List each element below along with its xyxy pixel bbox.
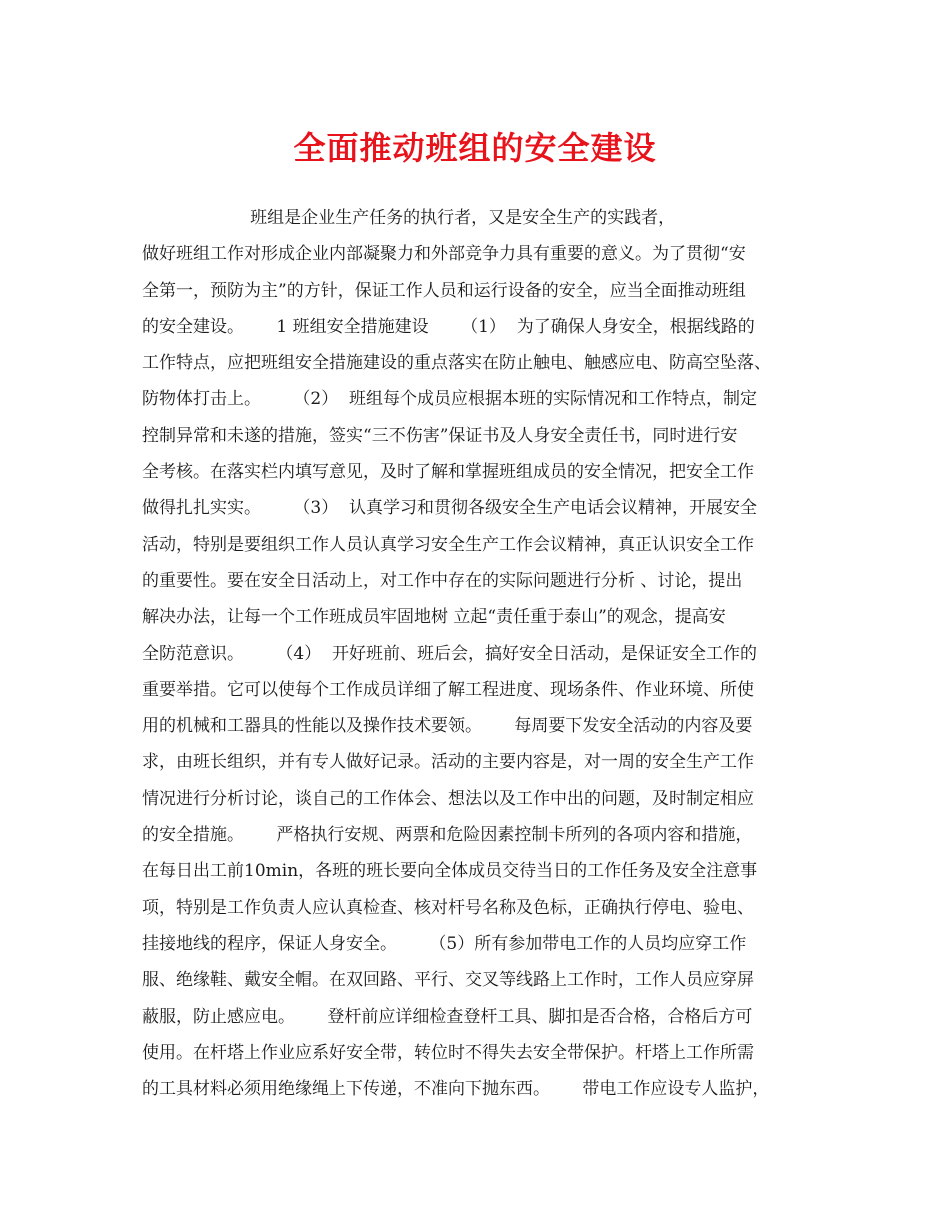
document-body	[142, 200, 822, 1107]
body-line: 蔽服，防止感应电。 登杆前应详细检查登杆工具、脚扣是否合格，合格后方可	[142, 1006, 753, 1027]
body-line: 服、绝缘鞋、戴安全帽。在双回路、平行、交叉等线路上工作时，工作人员应穿屏	[142, 970, 754, 991]
body-line: 解决办法，让每一个工作班成员牢固地树 立起“责任重于泰山”的观念，提高安	[142, 607, 726, 628]
document-title: 全面推动班组的安全建设	[293, 129, 657, 167]
body-line: 情况进行分析讨论，谈自己的工作体会、想法以及工作中出的问题，及时制定相应	[142, 788, 754, 809]
body-line: 的工具材料必须用绝缘绳上下传递，不准向下抛东西。 带电工作应设专人监护，	[142, 1079, 770, 1100]
body-line: 重要举措。它可以使每个工作成员详细了解工程进度、现场条件、作业环境、所使	[142, 679, 754, 700]
body-line: 挂接地线的程序，保证人身安全。 （5）所有参加带电工作的人员均应穿工作	[142, 933, 747, 954]
body-line: 的安全建设。 1 班组安全措施建设 （1） 为了确保人身安全，根据线路的	[142, 316, 755, 337]
body-line: 用的机械和工器具的性能以及操作技术要领。 每周要下发安全活动的内容及要	[142, 716, 753, 737]
body-line: 做好班组工作对形成企业内部凝聚力和外部竞争力具有重要的意义。为了贯彻“安	[142, 244, 746, 265]
body-line: 项，特别是工作负责人应认真检查、核对杆号名称及色标，正确执行停电、验电、	[142, 897, 754, 918]
body-line: 的安全措施。 严格执行安规、两票和危险因素控制卡所列的各项内容和措施，	[142, 825, 753, 846]
body-line: 控制异常和未遂的措施，签实“三不伤害”保证书及人身安全责任书，同时进行安	[142, 425, 738, 446]
body-line: 使用。在杆塔上作业应系好安全带，转位时不得失去安全带保护。杆塔上工作所需	[142, 1042, 754, 1063]
body-line: 工作特点，应把班组安全措施建设的重点落实在防止触电、触感应电、防高空坠落、	[142, 353, 771, 374]
body-line: 全防范意识。 （4） 开好班前、班后会，搞好安全日活动，是保证安全工作的	[142, 643, 758, 664]
body-line: 活动，特别是要组织工作人员认真学习安全生产工作会议精神，真正认识安全工作	[142, 534, 754, 555]
body-line: 求，由班长组织，并有专人做好记录。活动的主要内容是，对一周的安全生产工作	[142, 752, 754, 773]
body-line: 在每日出工前10min，各班的班长要向全体成员交待当日的工作任务及安全注意事	[142, 861, 758, 882]
body-line: 做得扎扎实实。 （3） 认真学习和贯彻各级安全生产电话会议精神，开展安全	[142, 498, 758, 519]
body-line: 班组是企业生产任务的执行者，又是安全生产的实践者，	[142, 208, 676, 228]
body-line: 的重要性。要在安全日活动上，对工作中存在的实际问题进行分析 、讨论，提出	[142, 570, 743, 591]
body-line: 全考核。在落实栏内填写意见，及时了解和掌握班组成员的安全情况，把安全工作	[142, 462, 754, 483]
body-line: 防物体打击上。 （2） 班组每个成员应根据本班的实际情况和工作特点，制定	[142, 389, 758, 410]
body-line: 全第一，预防为主”的方针，保证工作人员和运行设备的安全，应当全面推动班组	[142, 280, 746, 301]
